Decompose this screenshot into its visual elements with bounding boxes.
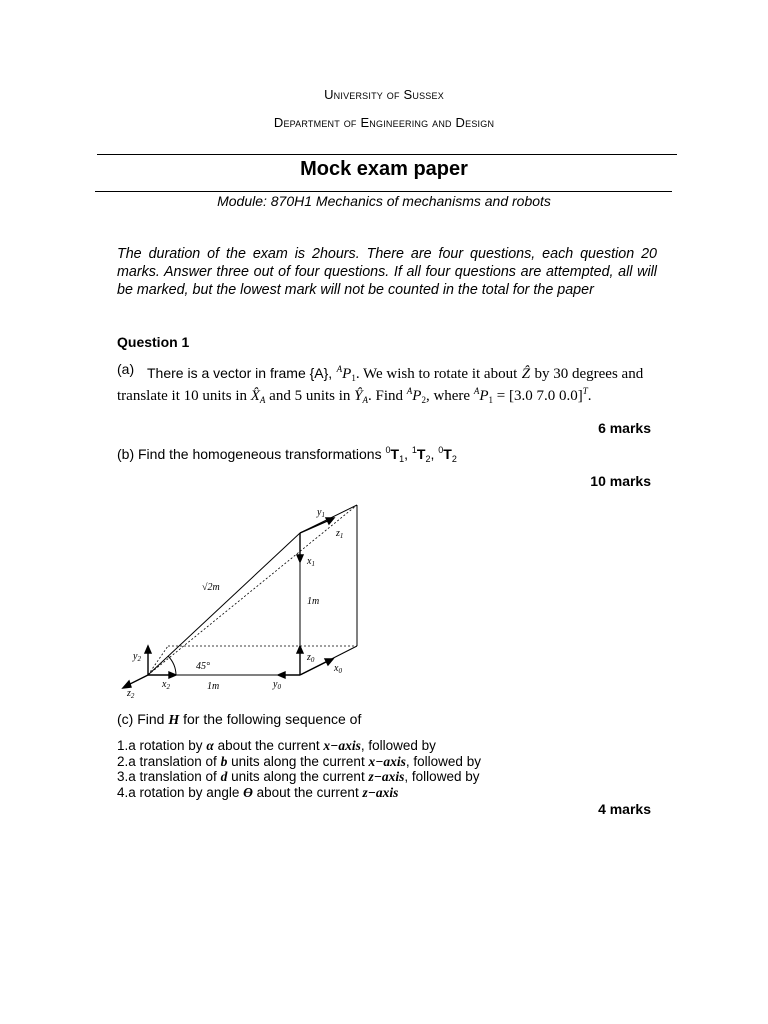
part-a-line2-mid2: . Find	[368, 388, 404, 404]
item-3-mid: units along the current	[231, 769, 365, 784]
x0-arrow	[300, 660, 330, 675]
list-item	[117, 785, 481, 801]
part-a-marks: 6 marks	[598, 420, 651, 436]
part-a-line1-end: by 30 degrees and	[534, 366, 644, 382]
label-angle: 45°	[196, 661, 210, 672]
part-a-line-1: There is a vector in frame {A}, $^AP_1$. We wish to rotate it about Ẑ by 30 degrees and	[147, 364, 644, 383]
item-1-axis: x−axis	[323, 738, 361, 753]
hypotenuse-link	[148, 533, 300, 675]
item-1-mid: about the current	[217, 738, 320, 753]
part-c-post: for the following sequence of	[183, 711, 362, 727]
university-name	[0, 87, 768, 102]
label-z0: $z_0$	[307, 652, 315, 664]
part-a-line2-start: translate it 10 units in	[117, 388, 247, 404]
paper-title: Mock exam paper	[300, 158, 468, 180]
university-text: University of Sussex	[324, 87, 444, 102]
item-4-pre: 4.a rotation by angle	[117, 784, 240, 800]
item-2-pre: 2.a translation of	[117, 753, 217, 769]
department-text: Department of Engineering and Design	[273, 115, 495, 130]
part-a-line2-mid3: , where	[425, 388, 471, 404]
item-1-pre: 1.a rotation by	[117, 738, 203, 753]
robot-arm-diagram	[110, 498, 380, 700]
part-c-list	[117, 738, 481, 800]
part-a-label: (a)	[117, 361, 135, 377]
label-z2: $z_2$	[127, 688, 135, 700]
item-4-symbol: ϴ	[243, 784, 253, 800]
dashed-left	[148, 646, 168, 675]
item-1-symbol: α	[206, 738, 214, 753]
part-a-line-2: translate it 10 units in $X̂_A$ and 5 units in $Ŷ_A$. Find $^AP_2$, where $^AP_1 = [3.0$ 7.0 0.0]$^T$.	[117, 386, 592, 405]
item-2-mid: units along the current	[231, 753, 365, 769]
item-3-post: , followed by	[404, 769, 480, 784]
exam-instructions: The duration of the exam is 2hours. There are four questions, each question 20 marks. Answer three out of four questions. If all four questions are attempted, all will be marked, but the lowest mark will not be counted in the total for the paper	[117, 246, 657, 298]
part-b-prompt: (b) Find the homogeneous transformations	[117, 446, 382, 462]
module-line: Module: 870H1 Mechanics of mechanisms and robots	[217, 193, 551, 209]
item-4-axis: z−axis	[362, 784, 399, 800]
label-x1: $x_1$	[307, 556, 315, 568]
part-b-text: (b) Find the homogeneous transformations $^0T_1$, $^1T_2$, $^0T_2$	[117, 445, 457, 464]
question-1-heading: Question 1	[117, 334, 190, 350]
item-2-post: , followed by	[405, 753, 481, 769]
item-2-symbol: b	[220, 753, 228, 769]
item-3-axis: z−axis	[368, 769, 405, 784]
label-y2: $y_2$	[133, 651, 141, 663]
list-item	[117, 738, 481, 754]
label-side: 1m	[307, 596, 320, 607]
bottom-rule	[95, 191, 672, 192]
item-2-axis: x−axis	[368, 753, 406, 769]
item-3-symbol: d	[220, 769, 228, 784]
item-3-pre: 3.a translation of	[117, 769, 217, 784]
item-1-post: , followed by	[360, 738, 436, 753]
dashed-diagonal	[148, 505, 357, 675]
list-item	[117, 754, 481, 770]
part-b-marks: 10 marks	[590, 473, 651, 489]
part-c-text	[117, 711, 361, 729]
label-y0: $y_0$	[273, 679, 281, 691]
top-rule	[97, 154, 677, 155]
label-x2: $x_2$	[162, 679, 170, 691]
department-name	[0, 115, 768, 130]
part-a-line1-serif: . We wish to rotate it about	[355, 366, 518, 382]
part-c-marks: 4 marks	[598, 801, 651, 817]
label-x0: $x_0$	[334, 663, 342, 675]
part-a-line2-vector: = [3.0 7.0 0.0]	[496, 388, 583, 404]
item-4-mid: about the current	[256, 784, 359, 800]
list-item	[117, 769, 481, 785]
label-base: 1m	[207, 681, 220, 692]
label-hypotenuse: √2m	[202, 582, 220, 593]
part-a-line2-mid1: and 5 units in	[269, 388, 351, 404]
label-z1: $z_1$	[336, 528, 344, 540]
part-a-line1-sans: There is a vector in frame {A},	[147, 365, 333, 381]
part-c-H: H	[168, 713, 180, 728]
part-c-pre: (c) Find	[117, 711, 165, 727]
label-y1: $y_1$	[317, 507, 325, 519]
